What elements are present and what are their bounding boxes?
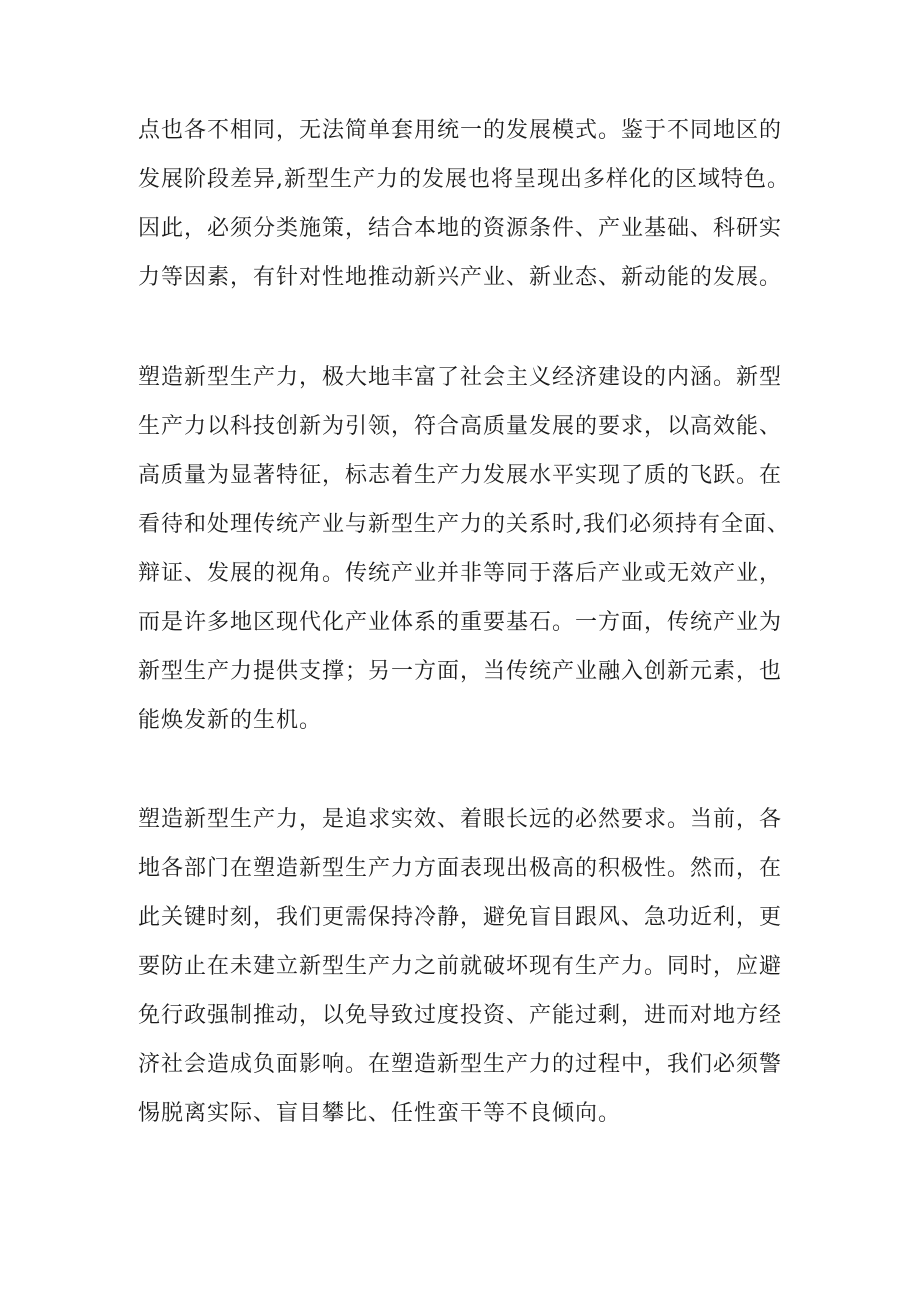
text-line: 惕脱离实际、盲目攀比、任性蛮干等不良倾向。 bbox=[138, 1101, 622, 1126]
text-line: 点也各不相同，无法简单套用统一的发展模式。鉴于不同地区的 bbox=[138, 118, 783, 143]
paragraph-3 bbox=[138, 795, 798, 1138]
text-line: 看待和处理传统产业与新型生产力的关系时,我们必须持有全面、 bbox=[138, 512, 790, 537]
text-line: 发展阶段差异,新型生产力的发展也将呈现出多样化的区域特色。 bbox=[138, 167, 790, 192]
text-line: 辩证、发展的视角。传统产业并非等同于落后产业或无效产业， bbox=[138, 561, 783, 586]
text-line: 此关键时刻，我们更需保持冷静，避免盲目跟风、急功近利，更 bbox=[138, 905, 783, 930]
text-line: 因此，必须分类施策，结合本地的资源条件、产业基础、科研实 bbox=[138, 216, 783, 241]
text-line: 而是许多地区现代化产业体系的重要基石。一方面，传统产业为 bbox=[138, 610, 783, 635]
text-line: 能焕发新的生机。 bbox=[138, 708, 323, 733]
text-line: 塑造新型生产力，极大地丰富了社会主义经济建设的内涵。新型 bbox=[138, 365, 783, 390]
text-line: 高质量为显著特征，标志着生产力发展水平实现了质的飞跃。在 bbox=[138, 463, 783, 488]
text-line: 新型生产力提供支撑；另一方面，当传统产业融入创新元素，也 bbox=[138, 659, 783, 684]
text-line: 地各部门在塑造新型生产力方面表现出极高的积极性。然而，在 bbox=[138, 856, 783, 881]
paragraph-2 bbox=[138, 353, 798, 745]
text-line: 力等因素，有针对性地推动新兴产业、新业态、新动能的发展。 bbox=[138, 265, 783, 290]
text-line: 生产力以科技创新为引领，符合高质量发展的要求，以高效能、 bbox=[138, 414, 783, 439]
text-line: 济社会造成负面影响。在塑造新型生产力的过程中，我们必须警 bbox=[138, 1052, 783, 1077]
text-line: 要防止在未建立新型生产力之前就破坏现有生产力。同时，应避 bbox=[138, 954, 783, 979]
text-line: 免行政强制推动，以免导致过度投资、产能过剩，进而对地方经 bbox=[138, 1003, 783, 1028]
paragraph-1 bbox=[138, 106, 798, 302]
text-line: 塑造新型生产力，是追求实效、着眼长远的必然要求。当前，各 bbox=[138, 807, 783, 832]
